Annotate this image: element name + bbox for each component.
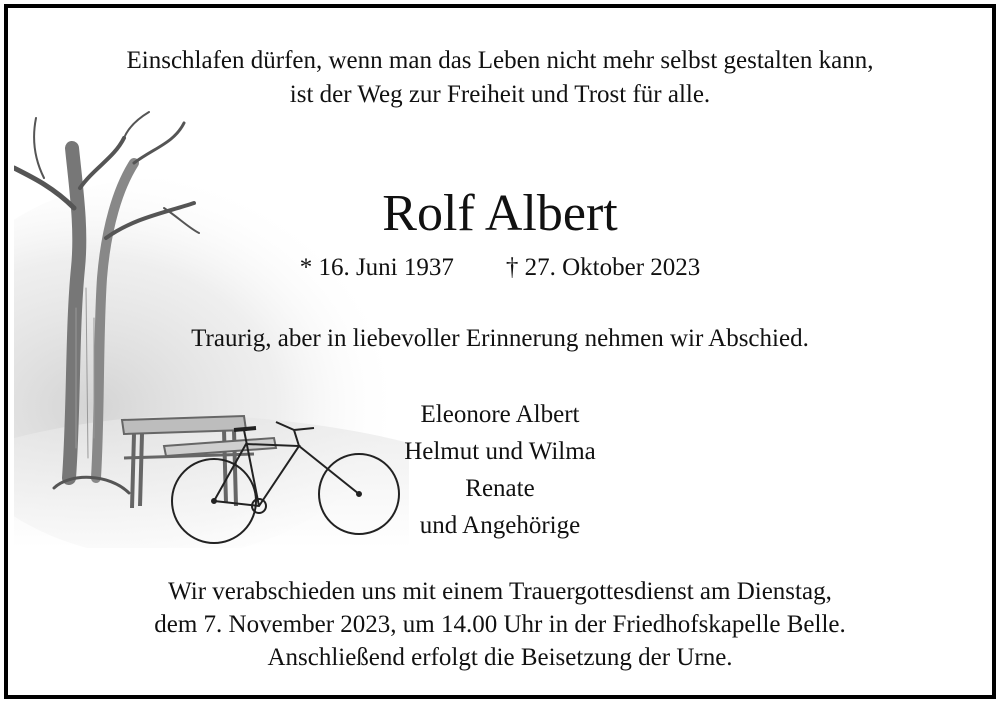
- obituary-notice: [4, 4, 996, 699]
- mourner-name: Helmut und Wilma: [404, 438, 596, 465]
- service-line-2: dem 7. November 2023, um 14.00 Uhr in der Friedhofskapelle Belle.: [154, 611, 846, 638]
- deceased-name: Rolf Albert: [382, 185, 618, 242]
- birth-date: * 16. Juni 1937: [299, 254, 454, 281]
- mourner-name: und Angehörige: [419, 512, 581, 539]
- mourners-list: [8, 396, 992, 544]
- service-line-3: Anschließend erfolgt die Beisetzung der Urne.: [267, 644, 733, 671]
- mourner-name: Eleonore Albert: [420, 401, 580, 428]
- farewell-statement: Traurig, aber in liebevoller Erinnerung nehmen wir Abschied.: [191, 325, 809, 352]
- motto-line-2: ist der Weg zur Freiheit und Trost für alle.: [289, 81, 711, 108]
- motto-verse: [8, 44, 992, 112]
- motto-line-1: Einschlafen dürfen, wenn man das Leben nicht mehr selbst gestalten kann,: [126, 47, 874, 74]
- death-date: † 27. Oktober 2023: [505, 254, 701, 281]
- life-dates: [8, 252, 992, 284]
- funeral-service-info: [8, 575, 992, 674]
- mourner-name: Renate: [465, 475, 535, 502]
- service-line-1: Wir verabschieden uns mit einem Trauergottesdienst am Dienstag,: [168, 578, 832, 605]
